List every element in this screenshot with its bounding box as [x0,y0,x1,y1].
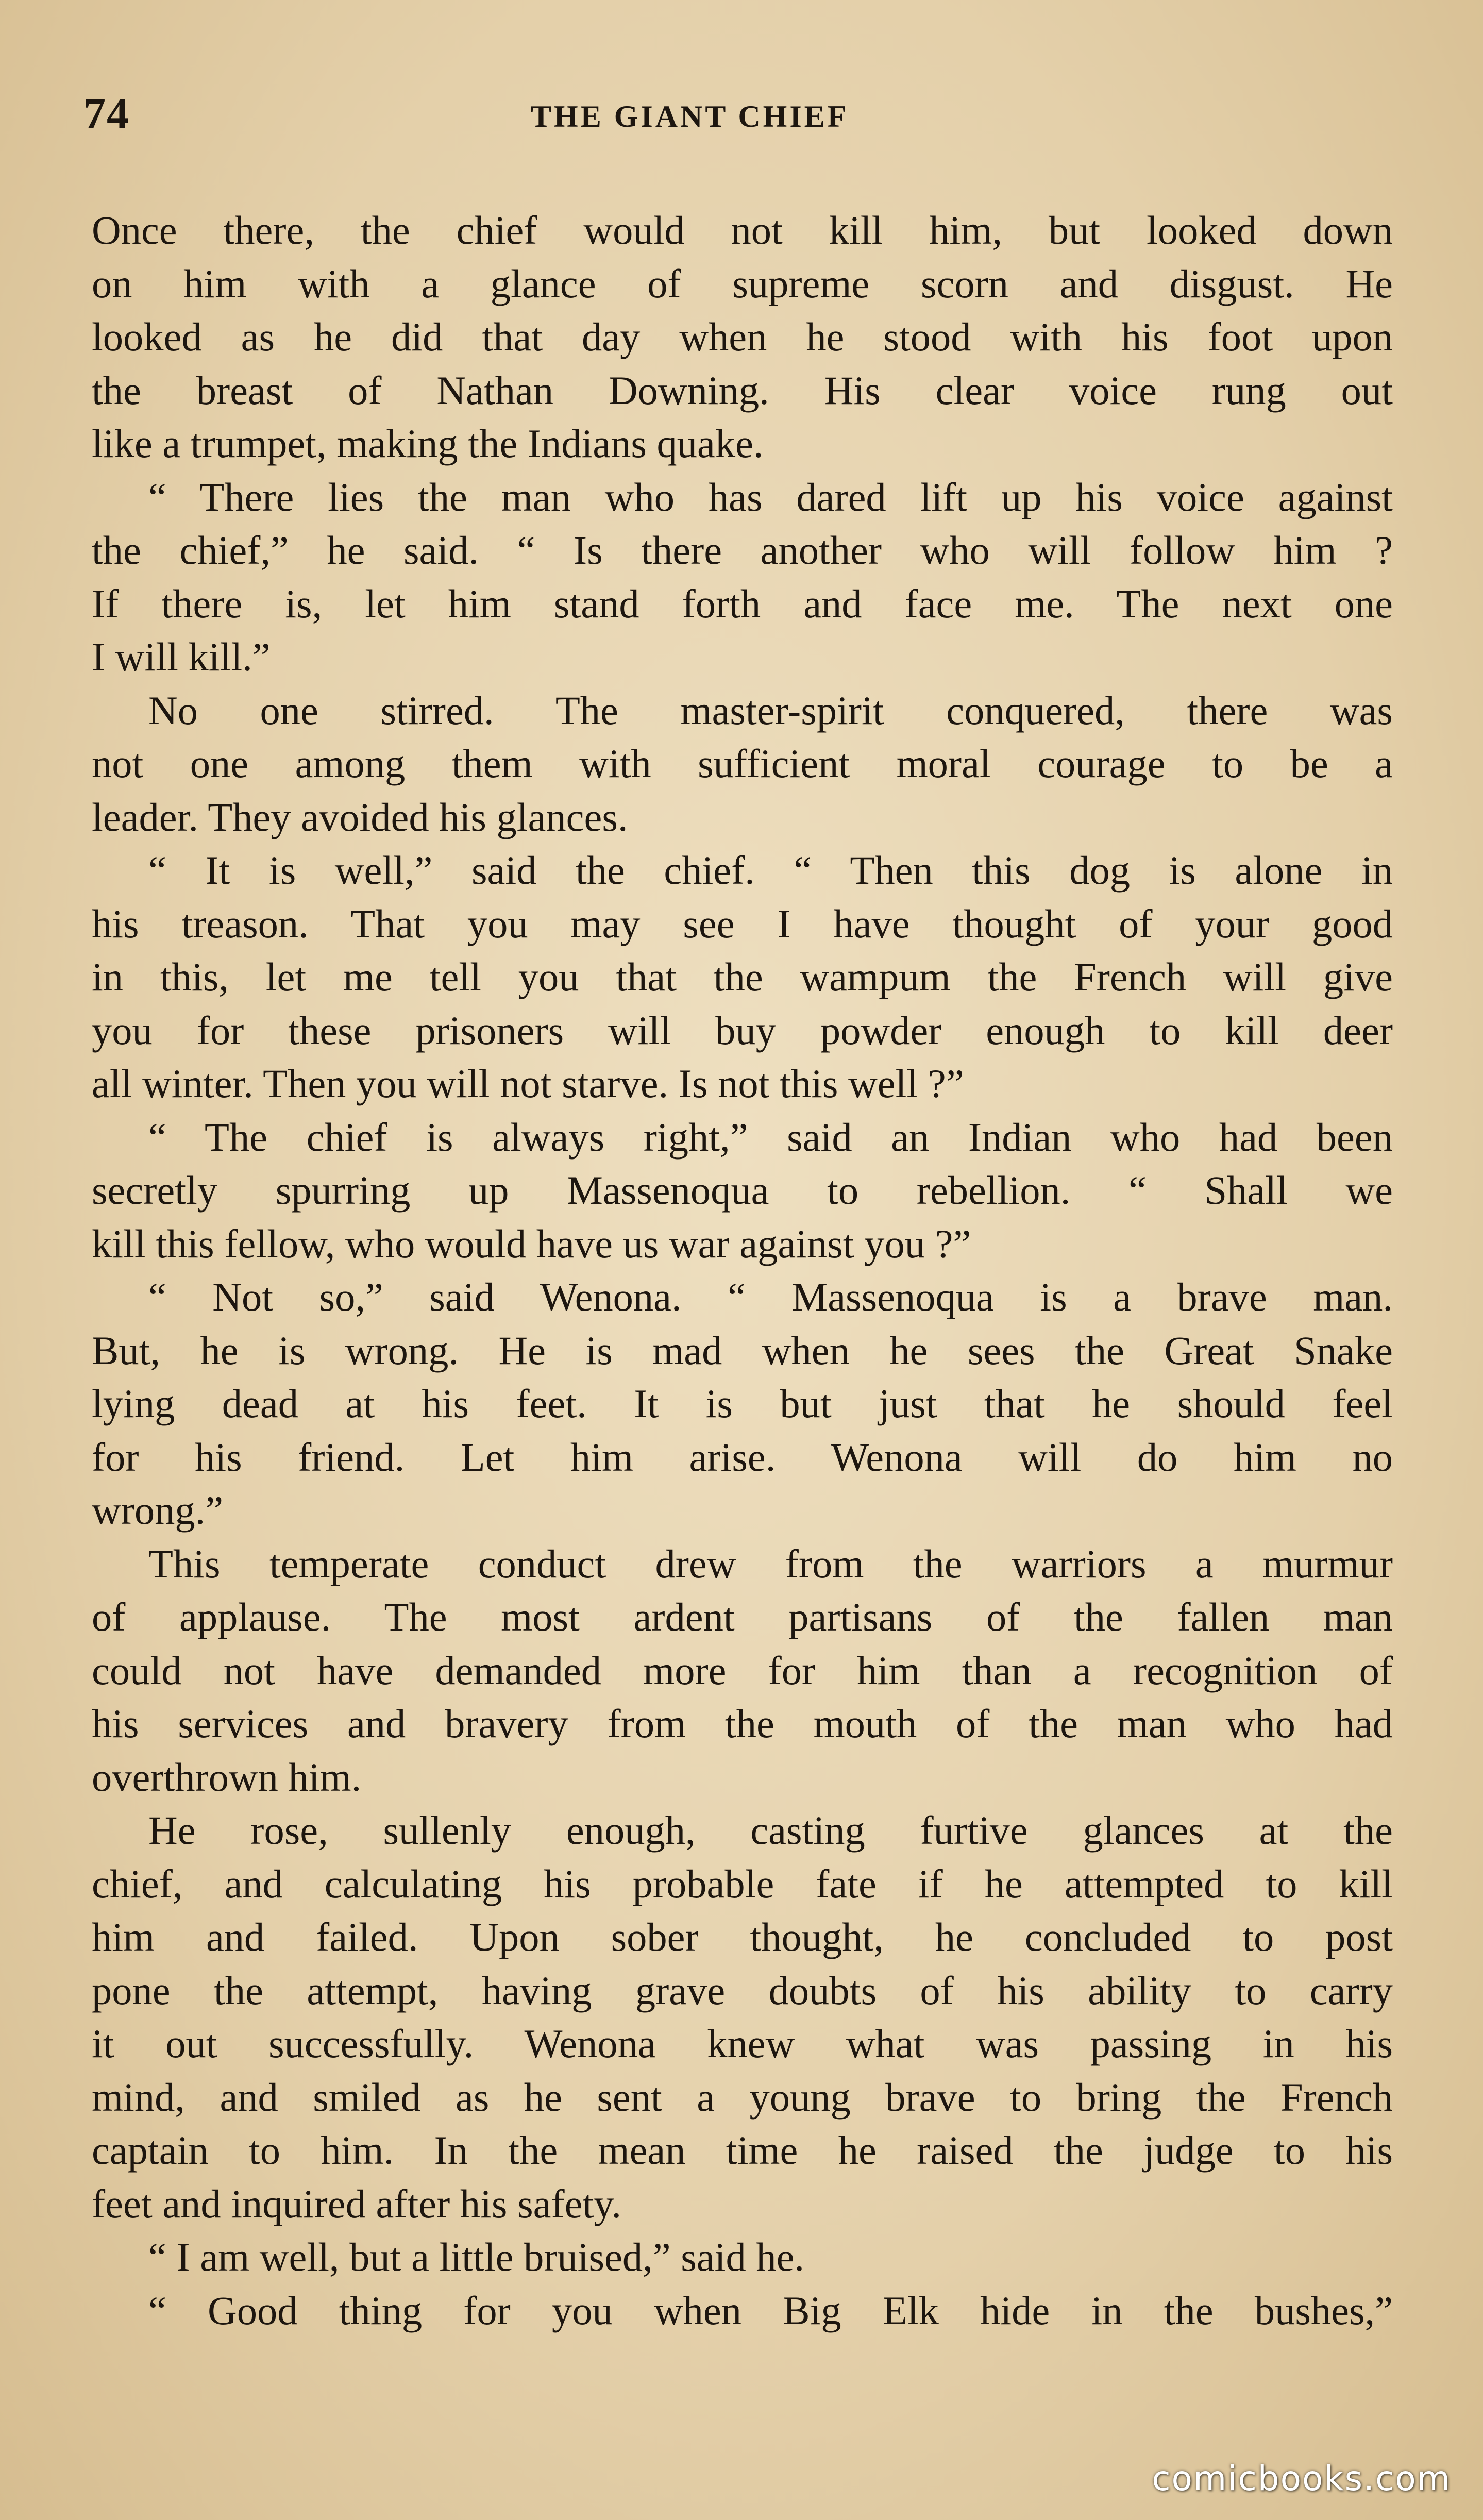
text-line: “ I am well, but a little bruised,” said he. [148,2235,805,2279]
text-line: overthrown him. [92,1754,362,1800]
text-line: “ Good thing for you when Big Elk hide in the bushes,” [148,2288,1393,2333]
text-line: “ There lies the man who has dared lift up his voice against [148,474,1393,519]
text-line: all winter. Then you will not starve. Is not this well ?” [92,1061,964,1106]
text-line: kill this fellow, who would have us war against you ?” [92,1221,971,1266]
text-line: If there is, let him stand forth and face me. The next one [92,581,1393,626]
text-line: But, he is wrong. He is mad when he sees the Great Snake [92,1328,1393,1373]
text-line: feet and inquired after his safety. [92,2181,622,2226]
text-line: of applause. The most ardent partisans of the fallen man [92,1594,1393,1639]
text-line: him and failed. Upon sober thought, he concluded to post [92,1914,1393,1959]
text-line: secretly spurring up Massenoqua to rebellion. “ Shall we [92,1168,1393,1213]
page-number: 74 [83,89,130,138]
text-line: like a trumpet, making the Indians quake. [92,421,764,466]
running-head: THE GIANT CHIEF [531,99,849,133]
text-line: “ Not so,” said Wenona. “ Massenoqua is a brave man. [148,1274,1393,1319]
text-line: pone the attempt, having grave doubts of his ability to carry [92,1968,1393,2013]
text-line: mind, and smiled as he sent a young brave to bring the French [92,2074,1393,2120]
text-line: I will kill.” [92,634,271,679]
text-line: He rose, sullenly enough, casting furtive glances at the [148,1808,1393,1853]
text-line: captain to him. In the mean time he raised the judge to his [92,2128,1393,2173]
text-line: This temperate conduct drew from the warriors a murmur [148,1541,1393,1586]
text-line: could not have demanded more for him than a recognition of [92,1648,1393,1693]
text-line: wrong.” [92,1488,224,1533]
text-line: not one among them with sufficient moral courage to be a [92,741,1393,786]
text-line: it out successfully. Wenona knew what was passing in his [92,2021,1393,2066]
text-line: “ It is well,” said the chief. “ Then this dog is alone in [148,848,1393,893]
text-line: his services and bravery from the mouth of the man who had [92,1701,1393,1746]
text-line: on him with a glance of supreme scorn and disgust. He [92,261,1393,306]
text-line: “ The chief is always right,” said an Indian who had been [148,1114,1393,1160]
text-line: for his friend. Let him arise. Wenona will do him no [92,1434,1393,1480]
text-line: looked as he did that day when he stood with his foot upon [92,314,1393,359]
text-line: in this, let me tell you that the wampum the French will give [92,954,1393,999]
text-line: chief, and calculating his probable fate if he attempted to kill [92,1861,1393,1906]
text-line: lying dead at his feet. It is but just that he should feel [92,1381,1393,1426]
text-line: his treason. That you may see I have thought of your good [92,901,1393,946]
page-header [0,88,1483,144]
text-line: you for these prisoners will buy powder enough to kill deer [92,1007,1393,1053]
text-line: the breast of Nathan Downing. His clear voice rung out [92,367,1393,413]
text-line: leader. They avoided his glances. [92,794,628,839]
text-line: the chief,” he said. “ Is there another who will follow him ? [92,528,1393,573]
body-text [92,204,1393,2337]
watermark: comicbooks.com [1152,2459,1451,2498]
text-line: No one stirred. The master-spirit conquered, there was [148,687,1393,733]
text-line: Once there, the chief would not kill him, but looked down [92,208,1393,253]
